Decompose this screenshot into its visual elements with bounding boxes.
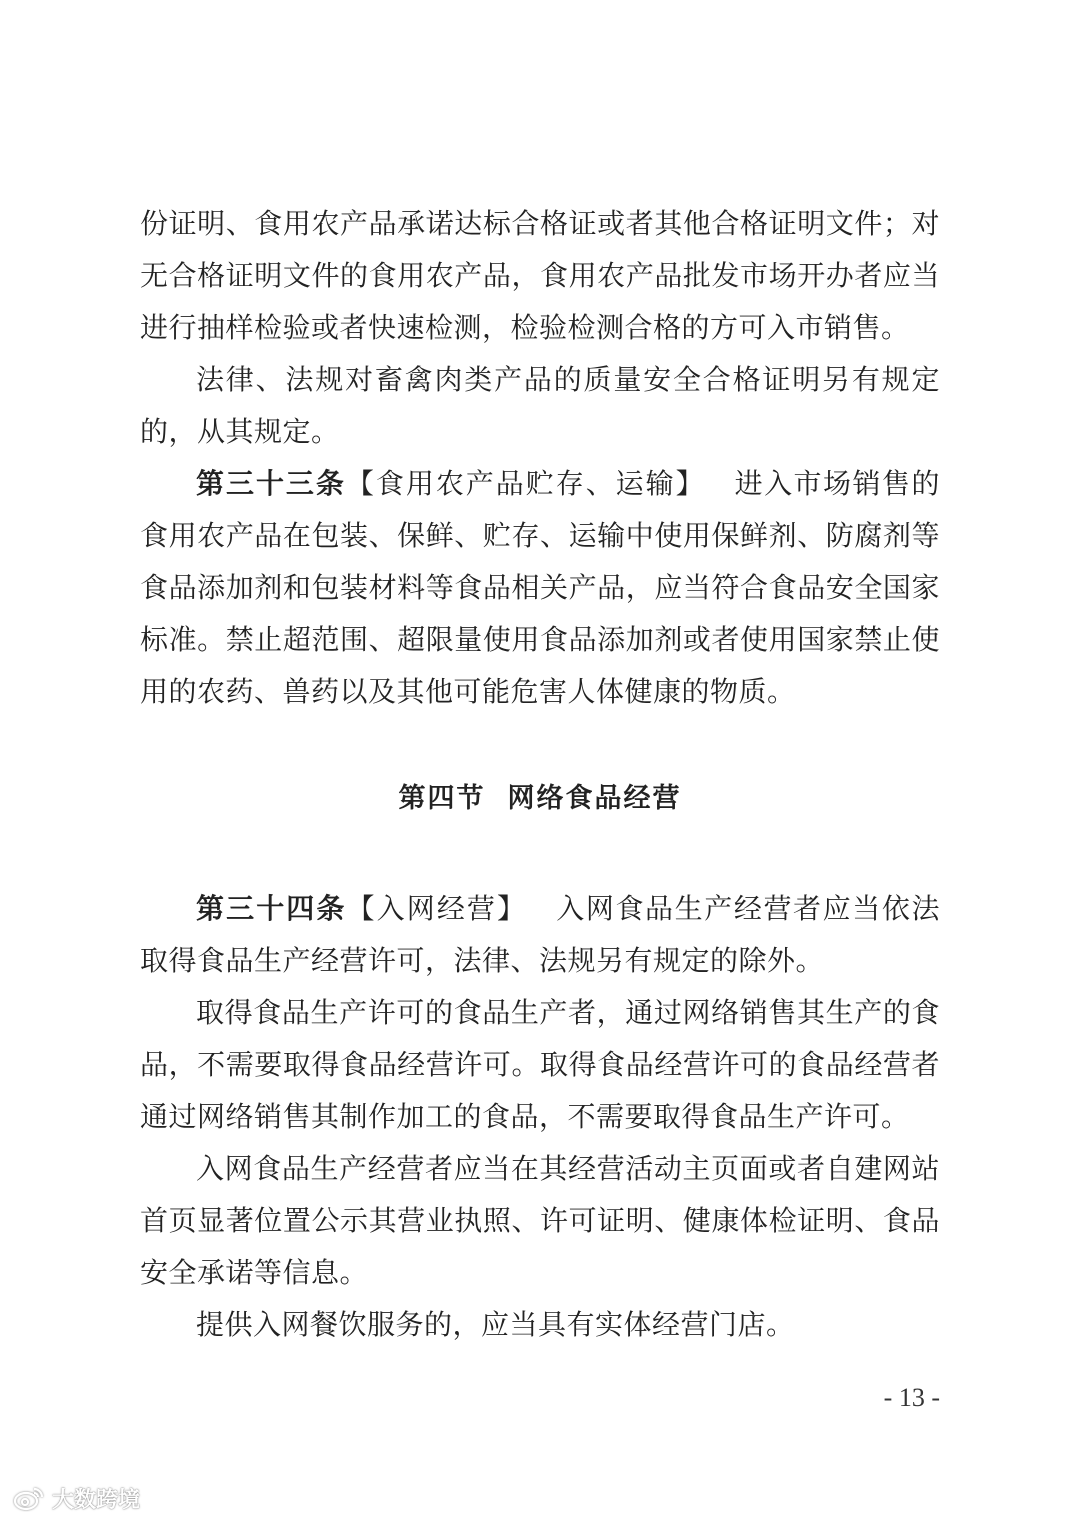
article-33-number: 第三十三条 [196, 467, 346, 500]
article-34-paragraph [140, 883, 940, 987]
article-33-paragraph [140, 458, 940, 718]
paragraph: 提供入网餐饮服务的，应当具有实体经营门店。 [196, 1308, 795, 1341]
article-34-number: 第三十四条 [196, 892, 347, 925]
article-34-body: 入网食品生产经营者应当依法取得食品生产经营许可，法律、法规另有规定的除外。 [140, 892, 940, 977]
weibo-logo-icon [12, 1484, 46, 1512]
section-number: 第四节 [398, 783, 486, 814]
article-33-body: 进入市场销售的食用农产品在包装、保鲜、贮存、运输中使用保鲜剂、防腐剂等食品添加剂和包装材料等食品相关产品，应当符合食品安全国家标准。禁止超范围、超限量使用食品添加剂或者使用国家禁止使用的农药、兽药以及其他可能危害人体健康的物质。 [140, 467, 940, 708]
paragraph: 入网食品生产经营者应当在其经营活动主页面或者自建网站首页显著位置公示其营业执照、许可证明、健康体检证明、食品安全承诺等信息。 [140, 1152, 940, 1289]
article-33 [140, 458, 940, 718]
paragraph-continued: 份证明、食用农产品承诺达标合格证或者其他合格证明文件；对无合格证明文件的食用农产品，食用农产品批发市场开办者应当进行抽样检验或者快速检测，检验检测合格的方可入市销售。 [140, 207, 940, 344]
article-34 [140, 883, 940, 1351]
watermark-text: 大数跨境 [52, 1487, 141, 1513]
paragraph: 取得食品生产许可的食品生产者，通过网络销售其生产的食品，不需要取得食品经营许可。取得食品经营许可的食品经营者通过网络销售其制作加工的食品，不需要取得食品生产许可。 [140, 996, 940, 1133]
section-title: 网络食品经营 [507, 783, 682, 814]
paragraph: 法律、法规对畜禽肉类产品的质量安全合格证明另有规定的，从其规定。 [140, 363, 940, 448]
page-number: - 13 - [883, 1383, 940, 1412]
article-34-title: 【入网经营】 [346, 892, 528, 925]
continued-text-block [140, 198, 940, 458]
article-33-title: 【食用农产品贮存、运输】 [345, 467, 706, 500]
watermark [12, 1480, 140, 1516]
section-heading [0, 775, 1080, 823]
